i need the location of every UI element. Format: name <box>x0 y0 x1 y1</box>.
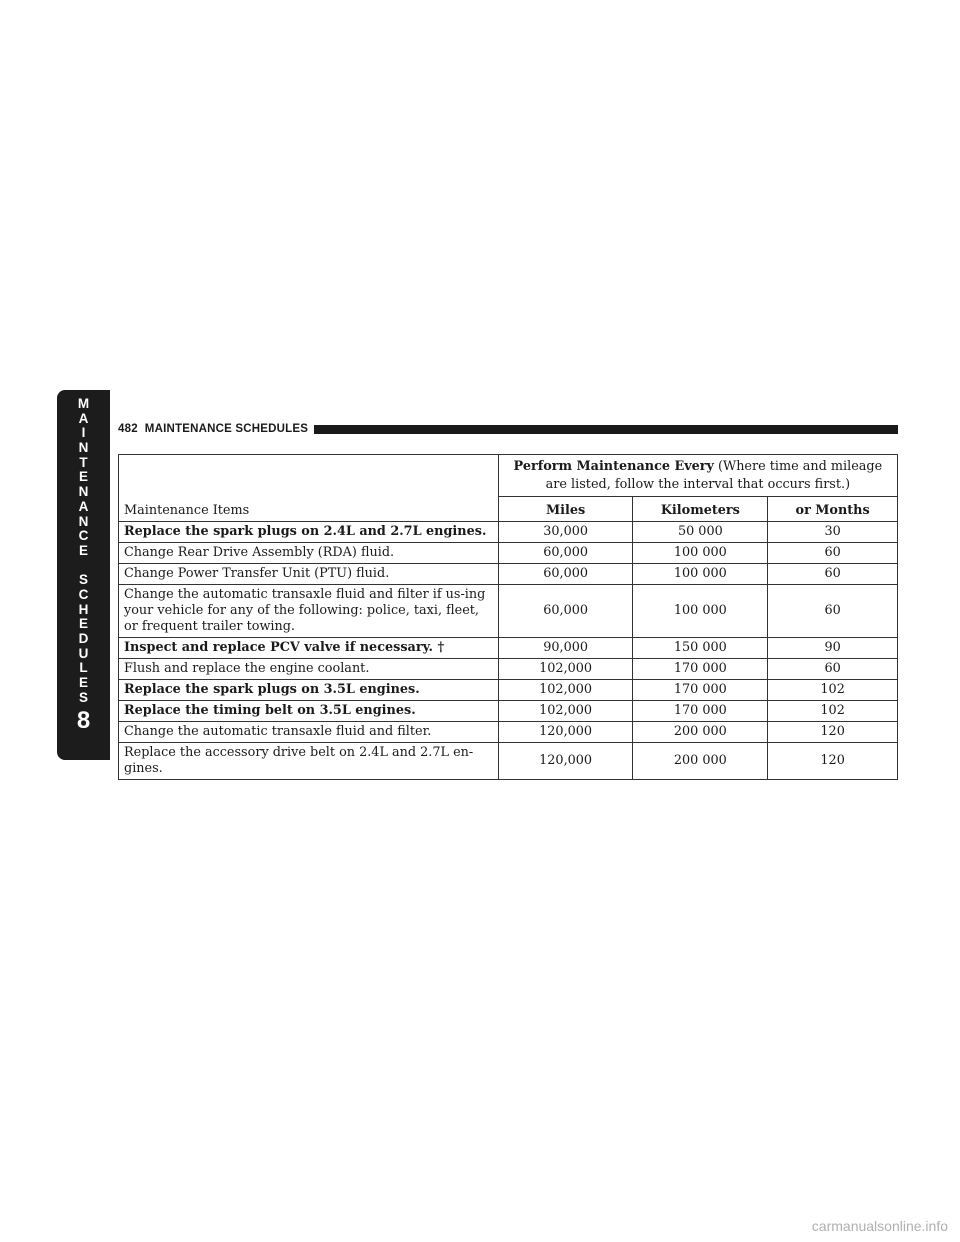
row-months: 60 <box>768 543 898 564</box>
page-header <box>118 421 898 437</box>
row-item: Flush and replace the engine coolant. <box>119 659 499 680</box>
row-months: 120 <box>768 722 898 743</box>
column-header-items: Maintenance Items <box>119 455 499 522</box>
row-kilometers: 50 000 <box>633 522 768 543</box>
row-months: 102 <box>768 701 898 722</box>
table-row <box>119 722 898 743</box>
row-item: Replace the spark plugs on 3.5L engines. <box>119 680 499 701</box>
row-months: 90 <box>768 638 898 659</box>
table-row <box>119 543 898 564</box>
row-kilometers: 200 000 <box>633 743 768 780</box>
side-letter: E <box>78 616 88 632</box>
table-row <box>119 585 898 638</box>
side-letter: L <box>79 660 88 676</box>
side-letter: E <box>78 469 88 485</box>
side-letter: N <box>78 513 89 529</box>
row-kilometers: 200 000 <box>633 722 768 743</box>
column-header-perform <box>498 455 897 497</box>
side-tab-letters <box>78 397 89 705</box>
side-letter: E <box>78 675 88 691</box>
side-letter: C <box>78 528 89 544</box>
row-miles: 60,000 <box>498 543 633 564</box>
row-item: Change Power Transfer Unit (PTU) fluid. <box>119 564 499 585</box>
side-letter: A <box>78 410 89 426</box>
row-item: Replace the accessory drive belt on 2.4L and 2.7L en-gines. <box>119 743 499 780</box>
column-header-months: or Months <box>768 497 898 522</box>
row-item: Change the automatic transaxle fluid and filter if us-ing your vehicle for any of the following: police, taxi, fleet, or frequent trailer towing. <box>119 585 499 638</box>
row-miles: 102,000 <box>498 701 633 722</box>
side-letter: I <box>81 425 86 441</box>
row-kilometers: 100 000 <box>633 564 768 585</box>
side-letter: C <box>78 586 89 602</box>
table-row <box>119 522 898 543</box>
row-kilometers: 150 000 <box>633 638 768 659</box>
side-letter: N <box>78 440 89 456</box>
row-months: 30 <box>768 522 898 543</box>
chapter-side-tab <box>57 390 110 760</box>
row-miles: 102,000 <box>498 680 633 701</box>
row-miles: 30,000 <box>498 522 633 543</box>
table-row <box>119 659 898 680</box>
row-miles: 60,000 <box>498 564 633 585</box>
page-number: 482 <box>118 423 138 435</box>
row-kilometers: 100 000 <box>633 585 768 638</box>
row-miles: 120,000 <box>498 722 633 743</box>
side-letter: E <box>78 542 88 558</box>
row-item: Change Rear Drive Assembly (RDA) fluid. <box>119 543 499 564</box>
row-item: Change the automatic transaxle fluid and filter. <box>119 722 499 743</box>
side-letter: D <box>78 631 89 646</box>
column-header-miles: Miles <box>498 497 633 522</box>
side-letter: U <box>78 645 89 661</box>
row-kilometers: 170 000 <box>633 680 768 701</box>
table-row <box>119 638 898 659</box>
side-letter: N <box>78 484 89 500</box>
header-rule <box>314 425 898 434</box>
row-months: 120 <box>768 743 898 780</box>
row-months: 60 <box>768 659 898 680</box>
row-item: Replace the spark plugs on 2.4L and 2.7L engines. <box>119 522 499 543</box>
side-letter: T <box>79 454 88 470</box>
row-item: Replace the timing belt on 3.5L engines. <box>119 701 499 722</box>
section-title: MAINTENANCE SCHEDULES <box>144 423 309 435</box>
maintenance-schedule-table <box>118 454 898 780</box>
table-header-row <box>119 455 898 497</box>
row-miles: 60,000 <box>498 585 633 638</box>
row-miles: 120,000 <box>498 743 633 780</box>
side-letter: M <box>77 396 90 411</box>
row-months: 60 <box>768 564 898 585</box>
side-letter: S <box>78 689 88 705</box>
row-miles: 102,000 <box>498 659 633 680</box>
perform-note: (Where time and mileage are listed, follow the interval that occurs first.) <box>545 459 883 492</box>
row-kilometers: 100 000 <box>633 543 768 564</box>
row-months: 102 <box>768 680 898 701</box>
row-kilometers: 170 000 <box>633 701 768 722</box>
row-months: 60 <box>768 585 898 638</box>
side-letter: S <box>78 572 88 588</box>
side-letter: A <box>78 498 89 514</box>
column-header-kilometers: Kilometers <box>633 497 768 522</box>
perform-label: Perform Maintenance Every <box>513 459 714 474</box>
table-row <box>119 743 898 780</box>
row-miles: 90,000 <box>498 638 633 659</box>
table-row <box>119 680 898 701</box>
side-letter: H <box>78 601 89 617</box>
table-row <box>119 701 898 722</box>
chapter-number: 8 <box>76 707 91 735</box>
row-kilometers: 170 000 <box>633 659 768 680</box>
table-row <box>119 564 898 585</box>
watermark: carmanualsonline.info <box>811 1218 948 1234</box>
row-item: Inspect and replace PCV valve if necessary. † <box>119 638 499 659</box>
